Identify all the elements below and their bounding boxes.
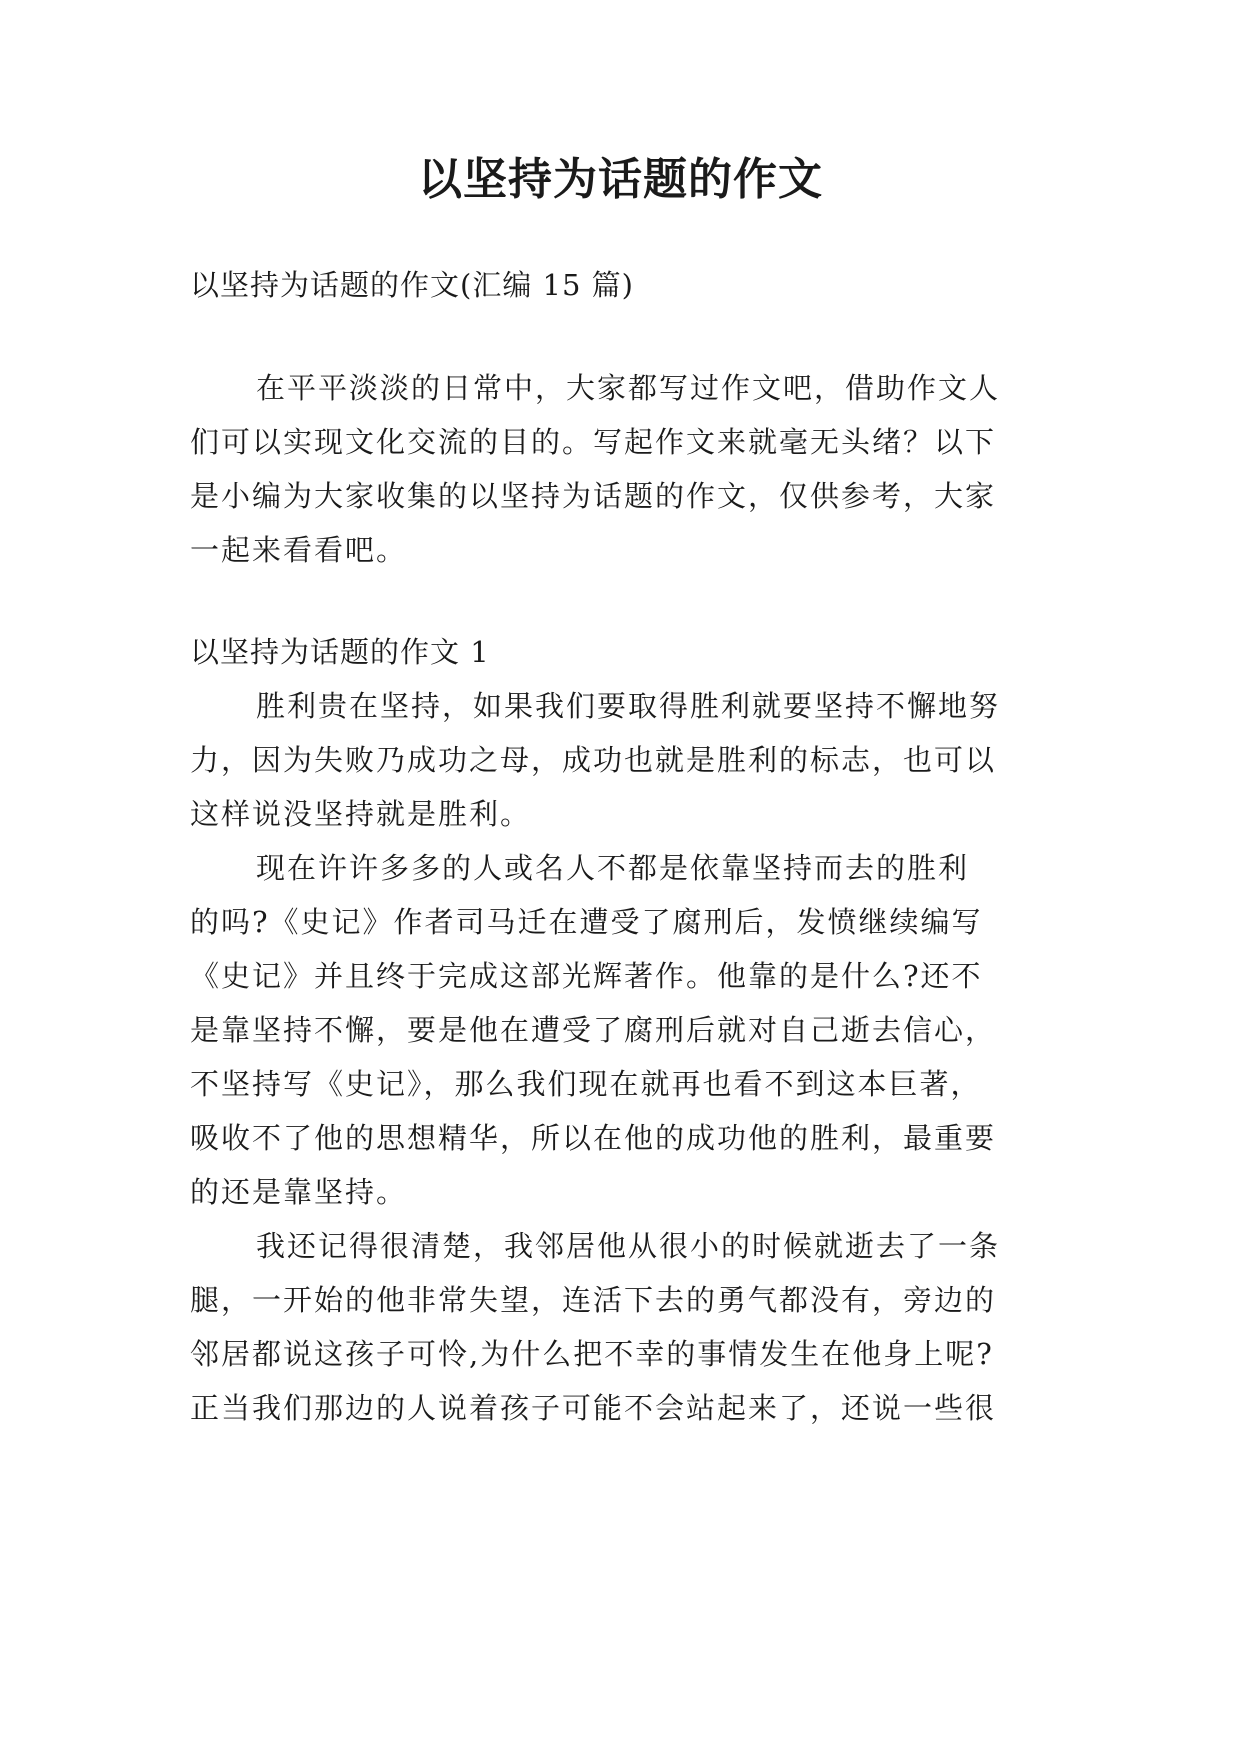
document-title: 以坚持为话题的作文 [418,154,823,205]
paragraph-line: 胜利贵在坚持，如果我们要取得胜利就要坚持不懈地努 [256,689,1001,723]
paragraph-line: 吸收不了他的思想精华，所以在他的成功他的胜利，最重要 [190,1121,997,1155]
paragraph-line: 我还记得很清楚，我邻居他从很小的时候就逝去了一条 [256,1229,1001,1263]
paragraph-line: 力，因为失败乃成功之母，成功也就是胜利的标志，也可以 [190,743,997,777]
intro-line: 一起来看看吧。 [190,533,408,567]
intro-line: 们可以实现文化交流的目的。写起作文来就毫无头绪？以下 [190,425,997,459]
document-subtitle: 以坚持为话题的作文(汇编 15 篇) [190,268,634,302]
paragraph-line: 的还是靠坚持。 [190,1175,408,1209]
paragraph-line: 这样说没坚持就是胜利。 [190,797,532,831]
paragraph-line: 的吗?《史记》作者司马迁在遭受了腐刑后，发愤继续编写 [190,905,983,939]
paragraph-line: 《史记》并且终于完成这部光辉著作。他靠的是什么?还不 [190,959,983,993]
paragraph-line: 不坚持写《史记》，那么我们现在就再也看不到这本巨著， [190,1067,982,1101]
intro-line: 在平平淡淡的日常中，大家都写过作文吧，借助作文人 [256,371,1001,405]
intro-line: 是小编为大家收集的以坚持为话题的作文，仅供参考，大家 [190,479,997,513]
paragraph-line: 腿，一开始的他非常失望，连活下去的勇气都没有，旁边的 [190,1283,997,1317]
paragraph-line: 邻居都说这孩子可怜,为什么把不幸的事情发生在他身上呢? [190,1337,994,1371]
paragraph-line: 是靠坚持不懈，要是他在遭受了腐刑后就对自己逝去信心， [190,1013,997,1047]
paragraph-line: 正当我们那边的人说着孩子可能不会站起来了，还说一些很 [190,1391,997,1425]
section-heading: 以坚持为话题的作文 1 [190,635,490,669]
paragraph-line: 现在许许多多的人或名人不都是依靠坚持而去的胜利 [256,851,970,885]
